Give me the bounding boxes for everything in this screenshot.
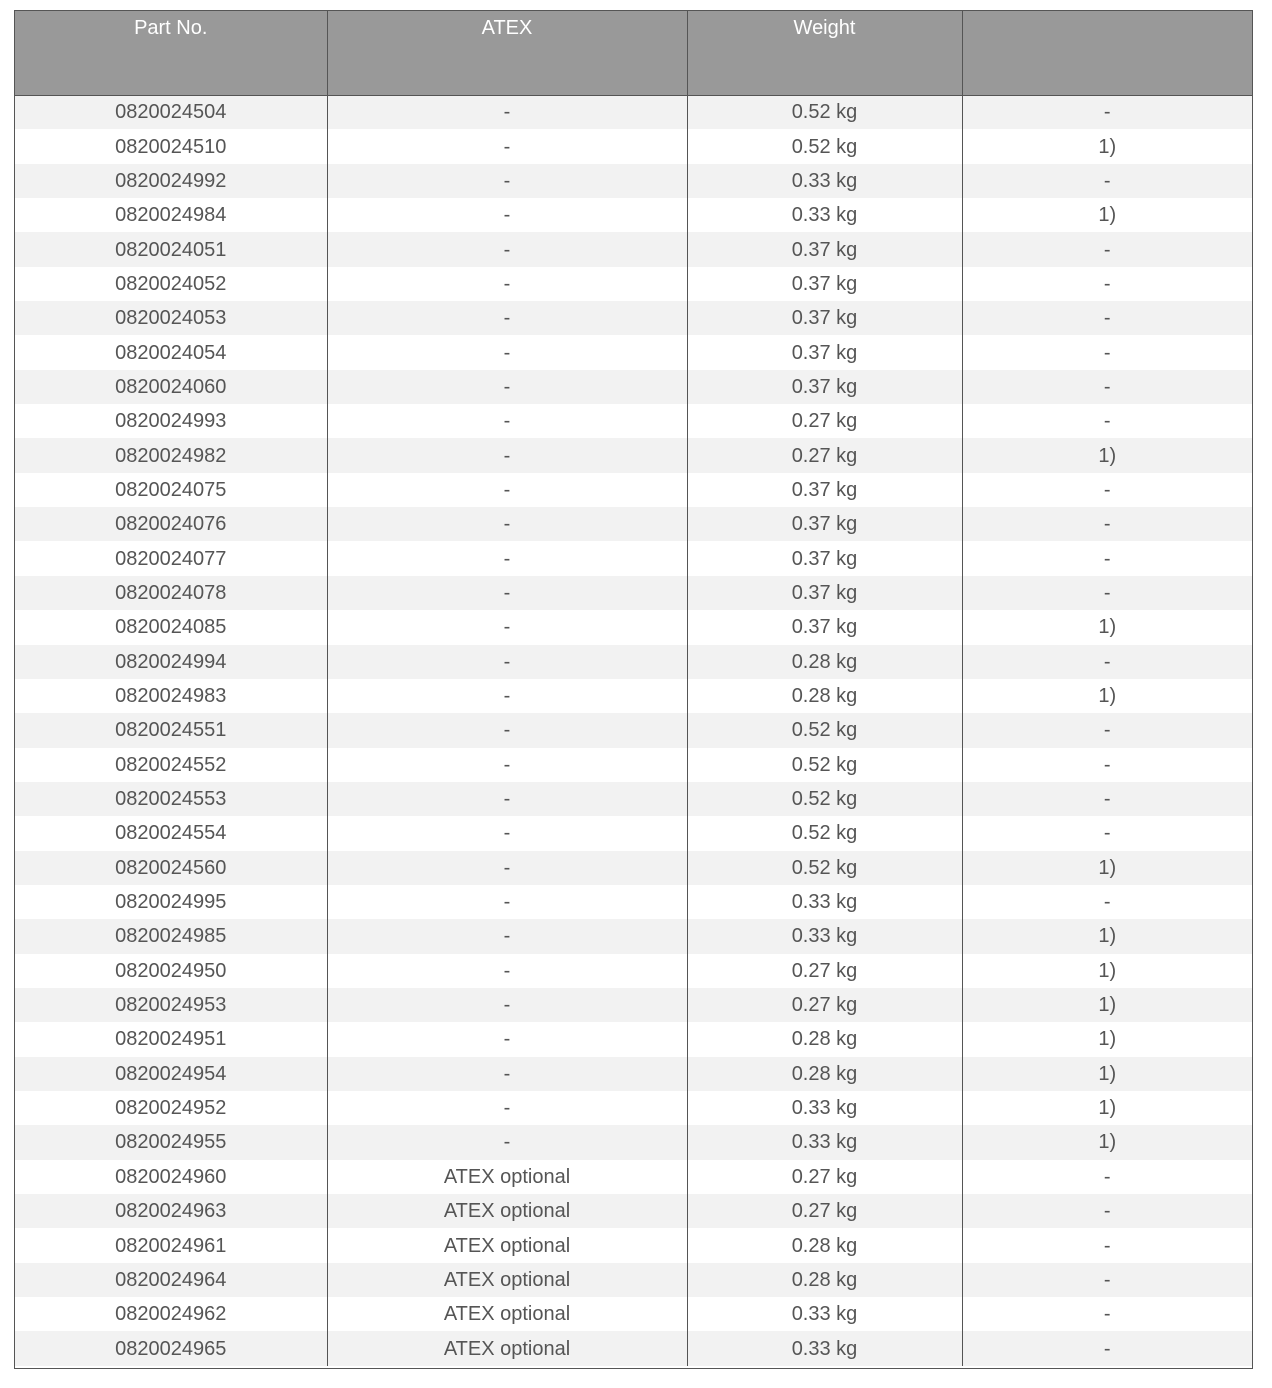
note-cell: 1) [962,1022,1252,1056]
atex-cell: - [327,335,687,369]
note-cell: - [962,267,1252,301]
atex-cell: - [327,507,687,541]
note-cell: 1) [962,919,1252,953]
table-row [15,1297,1252,1331]
weight-cell: 0.33 kg [687,1125,962,1159]
parts-table-container [14,10,1253,1369]
note-cell: - [962,404,1252,438]
part-number-cell: 0820024553 [15,782,327,816]
weight-cell: 0.28 kg [687,1263,962,1297]
atex-cell: - [327,541,687,575]
weight-cell: 0.52 kg [687,95,962,129]
weight-cell: 0.33 kg [687,164,962,198]
parts-table [15,11,1252,1366]
atex-cell: - [327,370,687,404]
weight-cell: 0.33 kg [687,885,962,919]
note-cell: - [962,1228,1252,1262]
note-cell: - [962,473,1252,507]
note-cell: 1) [962,954,1252,988]
table-row [15,1057,1252,1091]
note-cell: - [962,816,1252,850]
table-row [15,576,1252,610]
note-cell: - [962,576,1252,610]
table-row [15,232,1252,266]
note-cell: - [962,507,1252,541]
weight-cell: 0.37 kg [687,576,962,610]
weight-cell: 0.27 kg [687,954,962,988]
part-number-cell: 0820024983 [15,679,327,713]
part-number-cell: 0820024984 [15,198,327,232]
note-cell: - [962,95,1252,129]
weight-cell: 0.27 kg [687,438,962,472]
part-number-cell: 0820024551 [15,713,327,747]
note-cell: 1) [962,438,1252,472]
table-row [15,782,1252,816]
note-cell: - [962,1297,1252,1331]
part-number-cell: 0820024993 [15,404,327,438]
header-row [15,11,1252,95]
part-number-cell: 0820024960 [15,1160,327,1194]
weight-cell: 0.37 kg [687,610,962,644]
atex-cell: - [327,232,687,266]
part-number-cell: 0820024085 [15,610,327,644]
table-row [15,267,1252,301]
table-row [15,1228,1252,1262]
weight-cell: 0.52 kg [687,129,962,163]
note-cell: - [962,1194,1252,1228]
weight-cell: 0.27 kg [687,1194,962,1228]
part-number-cell: 0820024950 [15,954,327,988]
weight-cell: 0.27 kg [687,988,962,1022]
table-row [15,198,1252,232]
table-row [15,645,1252,679]
weight-cell: 0.28 kg [687,1228,962,1262]
part-number-cell: 0820024964 [15,1263,327,1297]
atex-cell: - [327,1057,687,1091]
note-cell: - [962,1263,1252,1297]
table-row [15,1125,1252,1159]
note-cell: - [962,748,1252,782]
weight-cell: 0.28 kg [687,1022,962,1056]
part-number-cell: 0820024951 [15,1022,327,1056]
part-number-cell: 0820024961 [15,1228,327,1262]
atex-cell: ATEX optional [327,1194,687,1228]
table-row [15,129,1252,163]
weight-cell: 0.52 kg [687,851,962,885]
note-cell: 1) [962,679,1252,713]
atex-cell: - [327,301,687,335]
part-number-cell: 0820024554 [15,816,327,850]
weight-cell: 0.52 kg [687,713,962,747]
atex-cell: ATEX optional [327,1297,687,1331]
table-row [15,885,1252,919]
table-row [15,1331,1252,1365]
atex-cell: ATEX optional [327,1263,687,1297]
weight-cell: 0.37 kg [687,335,962,369]
table-row [15,335,1252,369]
note-cell: - [962,370,1252,404]
note-cell: 1) [962,610,1252,644]
table-row [15,1194,1252,1228]
weight-cell: 0.37 kg [687,541,962,575]
note-cell: - [962,232,1252,266]
part-number-cell: 0820024992 [15,164,327,198]
note-cell: 1) [962,1125,1252,1159]
note-cell: - [962,1160,1252,1194]
note-cell: - [962,301,1252,335]
atex-cell: - [327,988,687,1022]
atex-cell: - [327,198,687,232]
table-row [15,370,1252,404]
note-cell: - [962,335,1252,369]
note-cell: - [962,645,1252,679]
weight-cell: 0.33 kg [687,1091,962,1125]
part-number-cell: 0820024076 [15,507,327,541]
note-cell: 1) [962,988,1252,1022]
atex-cell: - [327,782,687,816]
atex-cell: - [327,129,687,163]
part-number-cell: 0820024060 [15,370,327,404]
header-part-no: Part No. [15,11,327,95]
note-cell: 1) [962,1057,1252,1091]
atex-cell: - [327,885,687,919]
table-row [15,610,1252,644]
weight-cell: 0.27 kg [687,404,962,438]
part-number-cell: 0820024560 [15,851,327,885]
table-row [15,438,1252,472]
weight-cell: 0.27 kg [687,1160,962,1194]
table-row [15,851,1252,885]
table-row [15,954,1252,988]
weight-cell: 0.33 kg [687,198,962,232]
note-cell: - [962,541,1252,575]
note-cell: 1) [962,1091,1252,1125]
weight-cell: 0.52 kg [687,782,962,816]
weight-cell: 0.28 kg [687,1057,962,1091]
atex-cell: - [327,404,687,438]
part-number-cell: 0820024952 [15,1091,327,1125]
atex-cell: - [327,816,687,850]
weight-cell: 0.33 kg [687,1331,962,1365]
part-number-cell: 0820024962 [15,1297,327,1331]
table-row [15,507,1252,541]
note-cell: 1) [962,129,1252,163]
part-number-cell: 0820024051 [15,232,327,266]
part-number-cell: 0820024982 [15,438,327,472]
table-row [15,1263,1252,1297]
note-cell: - [962,782,1252,816]
table-row [15,541,1252,575]
part-number-cell: 0820024954 [15,1057,327,1091]
atex-cell: - [327,851,687,885]
part-number-cell: 0820024053 [15,301,327,335]
weight-cell: 0.37 kg [687,267,962,301]
part-number-cell: 0820024995 [15,885,327,919]
part-number-cell: 0820024504 [15,95,327,129]
table-row [15,748,1252,782]
table-row [15,816,1252,850]
atex-cell: ATEX optional [327,1228,687,1262]
part-number-cell: 0820024075 [15,473,327,507]
weight-cell: 0.37 kg [687,473,962,507]
table-row [15,404,1252,438]
atex-cell: - [327,438,687,472]
weight-cell: 0.37 kg [687,507,962,541]
part-number-cell: 0820024994 [15,645,327,679]
weight-cell: 0.52 kg [687,816,962,850]
atex-cell: - [327,748,687,782]
atex-cell: - [327,1125,687,1159]
atex-cell: - [327,645,687,679]
weight-cell: 0.28 kg [687,645,962,679]
weight-cell: 0.37 kg [687,301,962,335]
atex-cell: - [327,95,687,129]
weight-cell: 0.37 kg [687,370,962,404]
part-number-cell: 0820024985 [15,919,327,953]
part-number-cell: 0820024510 [15,129,327,163]
header-atex: ATEX [327,11,687,95]
part-number-cell: 0820024965 [15,1331,327,1365]
table-row [15,988,1252,1022]
note-cell: 1) [962,851,1252,885]
table-row [15,1022,1252,1056]
note-cell: - [962,164,1252,198]
part-number-cell: 0820024078 [15,576,327,610]
atex-cell: - [327,713,687,747]
part-number-cell: 0820024054 [15,335,327,369]
atex-cell: - [327,473,687,507]
atex-cell: - [327,1022,687,1056]
table-body [15,95,1252,1366]
weight-cell: 0.33 kg [687,1297,962,1331]
weight-cell: 0.37 kg [687,232,962,266]
weight-cell: 0.28 kg [687,679,962,713]
part-number-cell: 0820024953 [15,988,327,1022]
atex-cell: - [327,267,687,301]
atex-cell: - [327,610,687,644]
header-weight: Weight [687,11,962,95]
atex-cell: - [327,954,687,988]
note-cell: - [962,713,1252,747]
note-cell: - [962,885,1252,919]
part-number-cell: 0820024955 [15,1125,327,1159]
part-number-cell: 0820024552 [15,748,327,782]
table-row [15,473,1252,507]
part-number-cell: 0820024052 [15,267,327,301]
part-number-cell: 0820024077 [15,541,327,575]
atex-cell: - [327,679,687,713]
part-number-cell: 0820024963 [15,1194,327,1228]
table-row [15,1160,1252,1194]
note-cell: 1) [962,198,1252,232]
weight-cell: 0.33 kg [687,919,962,953]
table-row [15,301,1252,335]
atex-cell: - [327,919,687,953]
atex-cell: - [327,1091,687,1125]
table-row [15,95,1252,129]
table-row [15,679,1252,713]
note-cell: - [962,1331,1252,1365]
atex-cell: ATEX optional [327,1331,687,1365]
table-row [15,919,1252,953]
header-notes [962,11,1252,95]
atex-cell: - [327,164,687,198]
table-row [15,713,1252,747]
table-row [15,164,1252,198]
table-header [15,11,1252,95]
weight-cell: 0.52 kg [687,748,962,782]
table-row [15,1091,1252,1125]
atex-cell: - [327,576,687,610]
atex-cell: ATEX optional [327,1160,687,1194]
